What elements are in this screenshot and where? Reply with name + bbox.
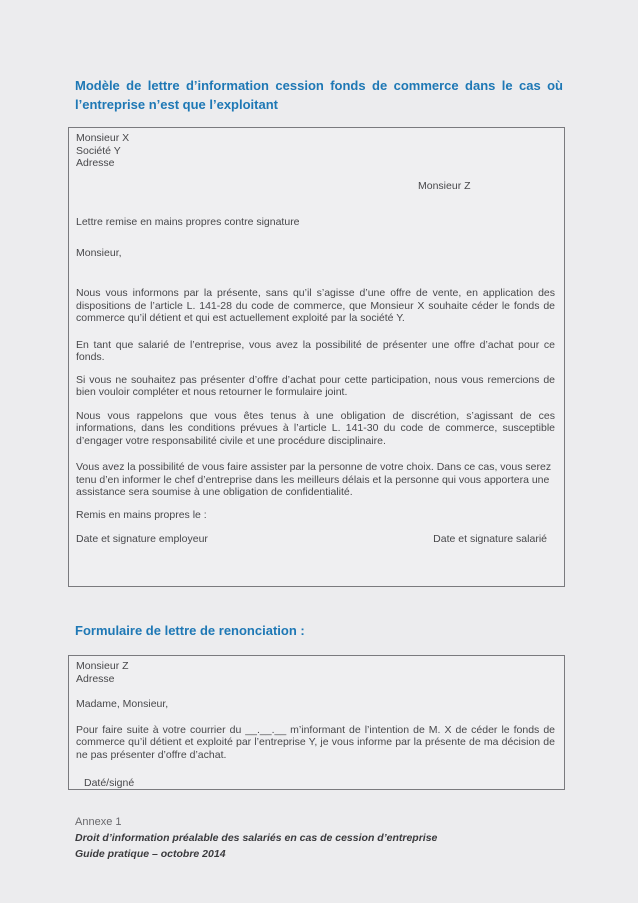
footer-doc-subtitle: Guide pratique – octobre 2014 (75, 848, 226, 860)
letter-paragraph: Si vous ne souhaitez pas présenter d’offre d’achat pour cette participation, nous vous remercions de bien vouloir compléter et nous retourner le formulaire joint. (76, 373, 555, 398)
page-title-line2: l’entreprise n’est que l’exploitant (75, 97, 278, 112)
recipient-line: Monsieur X (76, 132, 130, 144)
renunciation-heading: Formulaire de lettre de renonciation : (75, 623, 305, 638)
handed-over-line: Remis en mains propres le : (76, 508, 207, 521)
annexe-label: Annexe 1 (75, 816, 122, 828)
page-title (75, 76, 563, 114)
salutation: Monsieur, (76, 246, 122, 259)
signature-employer-label: Date et signature employeur (76, 533, 208, 545)
delivery-note: Lettre remise en mains propres contre signature (76, 216, 300, 228)
information-letter-box (68, 127, 565, 587)
letter-paragraph: Nous vous informons par la présente, sans qu’il s’agisse d’une offre de vente, en application des dispositions de l’article L. 141-28 du code de commerce, que Monsieur X souhaite céder le fonds de commerce qu’il détient et qui est actuellement exploité par la société Y. (76, 287, 555, 324)
dated-signed-label: Daté/signé (84, 777, 135, 789)
signature-row (76, 533, 555, 546)
letter-paragraph: Nous vous rappelons que vous êtes tenus à une obligation de discrétion, s’agissant de ces informations, dans les conditions prévues à l’article L. 141-30 du code de commerce, susceptible d’engager votre responsabilité civile et une procédure disciplinaire. (76, 409, 555, 447)
footer-doc-title: Droit d’information préalable des salariés en cas de cession d’entreprise (75, 832, 438, 844)
letter-paragraph: Vous avez la possibilité de vous faire assister par la personne de votre choix. Dans ce cas, vous serez tenu d’en informer le chef d’entreprise dans les meilleurs délais et la personne qui vous apportera une assistance sera soumise à une obligation de confidentialité. (76, 461, 552, 498)
page-footer (75, 814, 570, 862)
recipient-line: Monsieur Z (76, 660, 129, 672)
recipient-line: Adresse (76, 157, 115, 169)
letter-paragraph: En tant que salarié de l’entreprise, vous avez la possibilité de présenter une offre d’achat pour ce fonds. (76, 338, 555, 363)
renunciation-form-box (68, 655, 565, 790)
renunciation-body: Pour faire suite à votre courrier du __.__.__ m’informant de l’intention de M. X de céder le fonds de commerce qu’il détient et exploité par l’entreprise Y, je vous informe par la présente de ma décision de ne pas présenter d’offre d’achat. (76, 723, 555, 761)
signature-employee-label: Date et signature salarié (433, 533, 547, 545)
page-title-line1: Modèle de lettre d’information cession fonds de commerce dans le cas où (75, 78, 563, 93)
addressee: Monsieur Z (418, 179, 471, 192)
recipient-line: Société Y (76, 144, 121, 157)
salutation: Madame, Monsieur, (76, 698, 169, 710)
recipient-line: Adresse (76, 672, 115, 685)
